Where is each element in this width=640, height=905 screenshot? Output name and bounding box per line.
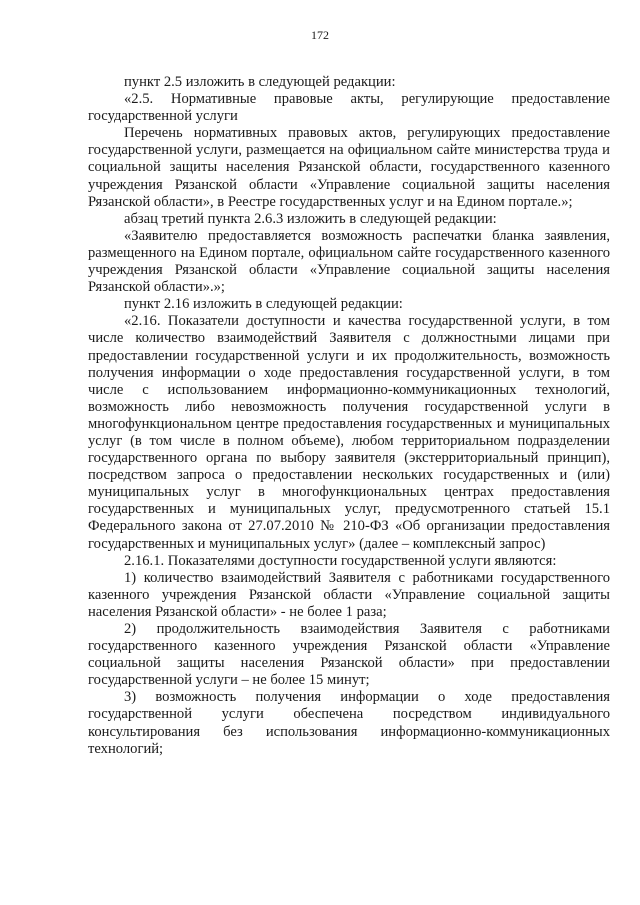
list-item-3: 3) возможность получения информации о ходе предоставления государственной услуги обеспечена посредством индивидуального консультирования без использования информационно-коммуникационных технологий;: [88, 689, 610, 757]
list-item-1: 1) количество взаимодействий Заявителя с работниками государственного казенного учреждения Рязанской области «Управление социальной защиты населения Рязанской области» - не более 1 раза;: [88, 569, 610, 620]
paragraph-amend-2-6-3: абзац третий пункта 2.6.3 изложить в следующей редакции:: [124, 210, 497, 227]
paragraph-2-6-3-text: «Заявителю предоставляется возможность распечатки бланка заявления, размещенного на Едином портале, официальном сайте государственного казенного учреждения Рязанской области «Управление социальной защиты населения Рязанской области».»;: [88, 227, 610, 296]
paragraph-amend-2-16: пункт 2.16 изложить в следующей редакции:: [124, 296, 403, 313]
paragraph-2-16-1: 2.16.1. Показателями доступности государственной услуги являются:: [124, 552, 557, 569]
paragraph-2-5-heading: «2.5. Нормативные правовые акты, регулирующие предоставление государственной услуги: [88, 91, 610, 125]
paragraph-amend-2-5: пункт 2.5 изложить в следующей редакции:: [124, 74, 396, 90]
paragraph-2-5-text: Перечень нормативных правовых актов, регулирующих предоставление государственной услуги, размещается на официальном сайте министерства труда и социальной защиты населения Рязанской области, государственного казенного учреждения Рязанской области «Управление социальной защиты населения Рязанской области», в Реестре государственных услуг и на Едином портале.»;: [88, 125, 610, 210]
paragraph-2-16-text: «2.16. Показатели доступности и качества государственной услуги, в том числе количество взаимодействий Заявителя с должностными лицами при предоставлении государственной услуги и их продолжительность, возможность получения информации о ходе предоставления государственной услуги, в том числе с использованием информационно-коммуникационных технологий, возможность либо невозможность получения государственной услуги в многофункциональном центре предоставления государственных и муниципальных услуг (в том числе в полном объеме), любом территориальном подразделении государственного органа по выбору заявителя (экстерриториальный принцип), посредством запроса о предоставлении нескольких государственных и (или) муниципальных услуг в многофункциональных центрах предоставления государственных и муниципальных услуг, предусмотренного статьей 15.1 Федерального закона от 27.07.2010 № 210-ФЗ «Об организации предоставления государственных и муниципальных услуг» (далее – комплексный запрос): [88, 313, 610, 552]
document-body: [88, 74, 610, 758]
list-item-2: 2) продолжительность взаимодействия Заявителя с работниками государственного казенного учреждения Рязанской области «Управление социальной защиты населения Рязанской области» при предоставлении государственной услуги – не более 15 минут;: [88, 621, 610, 689]
page-number: 172: [311, 28, 329, 42]
